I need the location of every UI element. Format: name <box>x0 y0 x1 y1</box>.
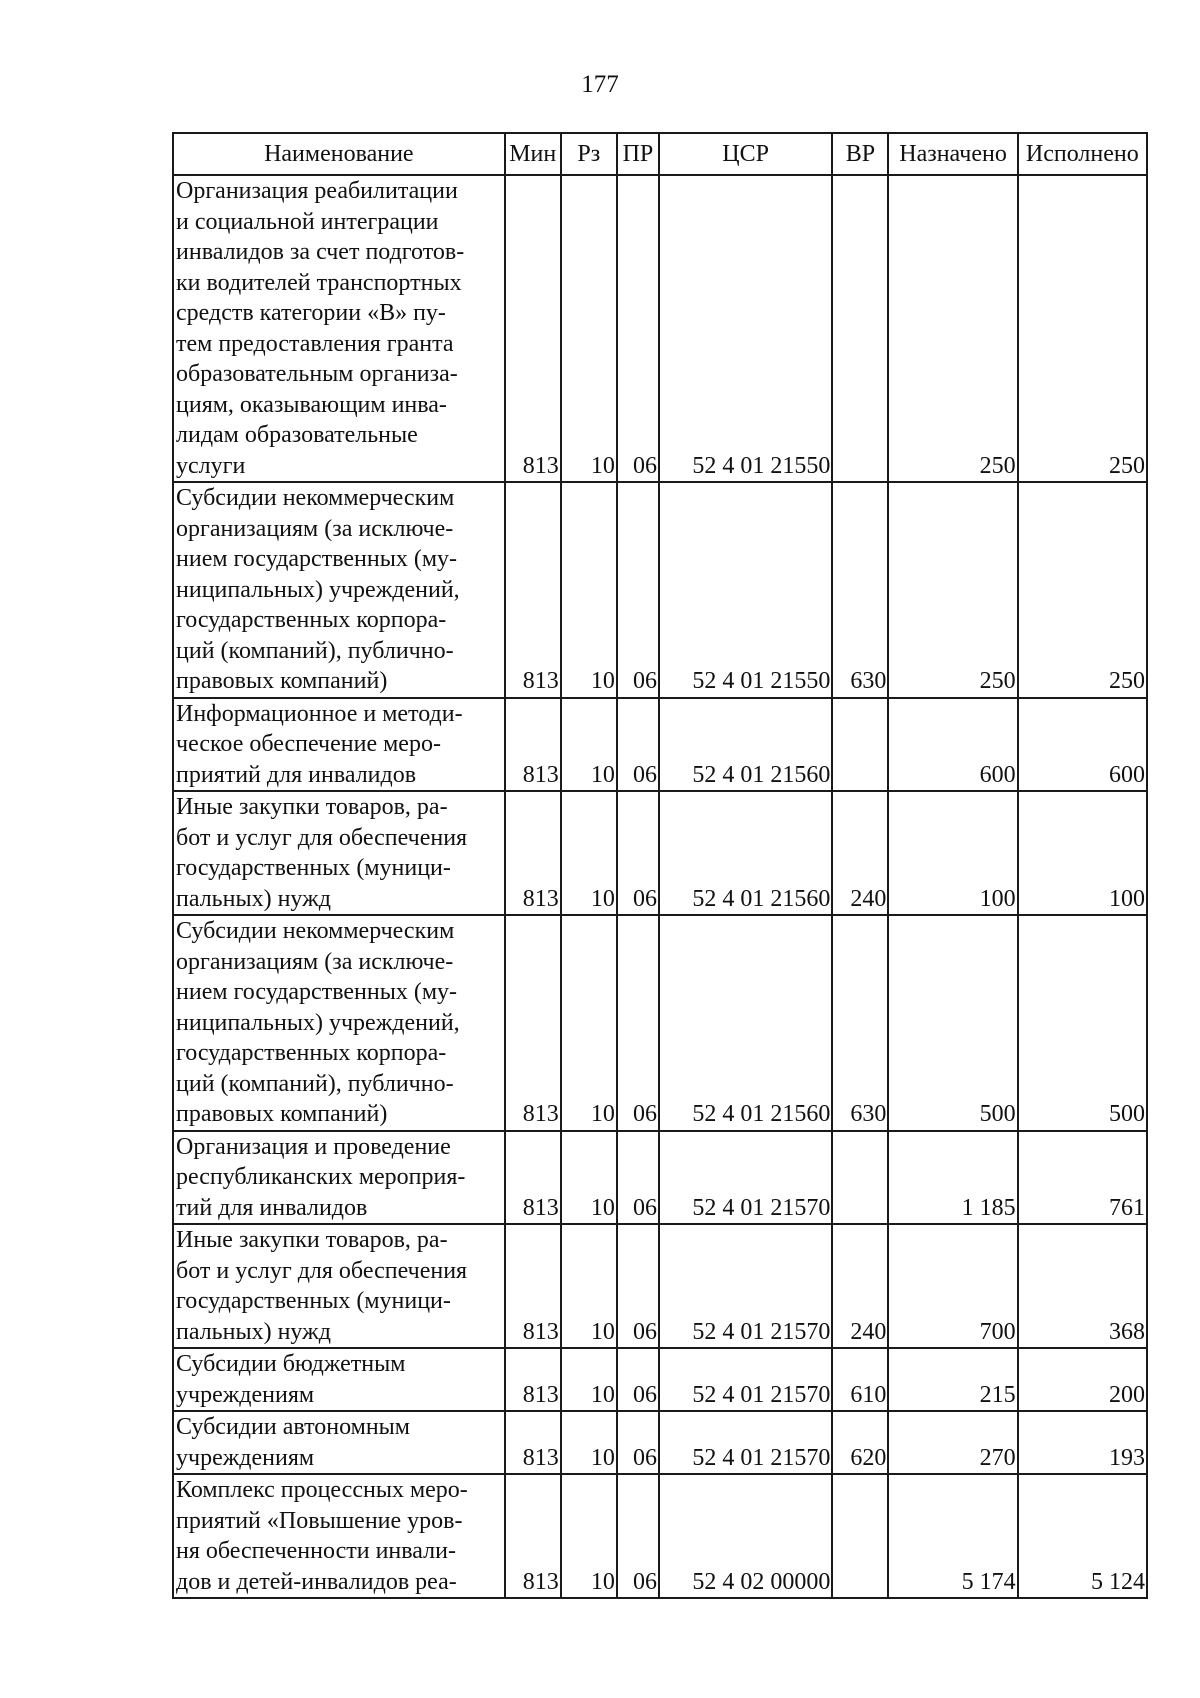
name-line: и социальной интеграции <box>176 208 439 235</box>
name-line: республиканских мероприя- <box>176 1164 466 1190</box>
cell-name <box>173 1131 505 1225</box>
cell-csr: 52 4 01 21550 <box>659 175 832 482</box>
cell-pr: 06 <box>617 698 659 792</box>
name-line: Субсидии бюджетным <box>176 1351 406 1377</box>
cell-rz: 10 <box>561 482 617 698</box>
cell-vr: 630 <box>832 482 888 698</box>
cell-name <box>173 1411 505 1474</box>
page-number: 177 <box>581 71 619 98</box>
table-row <box>173 1411 1147 1474</box>
name-line: средств категории «В» пу- <box>176 300 446 326</box>
cell-min: 813 <box>505 698 561 792</box>
cell-pr: 06 <box>617 482 659 698</box>
cell-name <box>173 1224 505 1348</box>
cell-rz: 10 <box>561 1411 617 1474</box>
header-vr: ВР <box>832 133 888 175</box>
name-line: нием государственных (му- <box>176 979 458 1005</box>
cell-min: 813 <box>505 915 561 1131</box>
header-assigned: Назначено <box>888 133 1017 175</box>
name-line: государственных (муници- <box>176 855 451 881</box>
header-pr: ПР <box>617 133 659 175</box>
name-line: ческое обеспечение меро- <box>176 731 441 757</box>
cell-csr: 52 4 01 21560 <box>659 915 832 1131</box>
name-line: бот и услуг для обеспечения <box>176 1257 468 1284</box>
name-line: образовательным организа- <box>176 361 458 387</box>
cell-rz: 10 <box>561 698 617 792</box>
cell-vr <box>832 1131 888 1225</box>
name-line: нием государственных (му- <box>176 546 458 572</box>
cell-assigned: 270 <box>888 1411 1017 1474</box>
cell-vr: 240 <box>832 791 888 915</box>
name-line: учреждениям <box>176 1444 315 1471</box>
name-line: приятий для инвалидов <box>176 761 417 788</box>
cell-rz: 10 <box>561 1131 617 1225</box>
name-line: циям, оказывающим инва- <box>176 391 447 418</box>
cell-executed: 193 <box>1018 1411 1147 1474</box>
name-line: Организация и проведение <box>176 1133 451 1160</box>
cell-csr: 52 4 01 21560 <box>659 698 832 792</box>
cell-pr: 06 <box>617 1131 659 1225</box>
cell-rz: 10 <box>561 1474 617 1598</box>
cell-executed: 5 124 <box>1018 1474 1147 1598</box>
cell-assigned: 600 <box>888 698 1017 792</box>
name-line: ня обеспеченности инвали- <box>176 1538 456 1564</box>
cell-executed: 600 <box>1018 698 1147 792</box>
table-row <box>173 1348 1147 1411</box>
name-line: ниципальных) учреждений, <box>176 1009 460 1036</box>
cell-vr: 610 <box>832 1348 888 1411</box>
cell-min: 813 <box>505 175 561 482</box>
cell-csr: 52 4 01 21550 <box>659 482 832 698</box>
cell-rz: 10 <box>561 791 617 915</box>
table-row <box>173 791 1147 915</box>
name-line: государственных корпора- <box>176 607 447 633</box>
name-line: Информационное и методи- <box>176 700 463 727</box>
name-line: инвалидов за счет подготов- <box>176 239 465 265</box>
table-row <box>173 175 1147 482</box>
cell-rz: 10 <box>561 175 617 482</box>
cell-csr: 52 4 01 21570 <box>659 1224 832 1348</box>
name-line: ки водителей транспортных <box>176 269 462 296</box>
table-row <box>173 482 1147 698</box>
header-executed: Исполнено <box>1018 133 1147 175</box>
name-line: услуги <box>176 452 246 479</box>
cell-executed: 200 <box>1018 1348 1147 1411</box>
cell-executed: 761 <box>1018 1131 1147 1225</box>
name-line: ций (компаний), публично- <box>176 1070 454 1097</box>
cell-assigned: 500 <box>888 915 1017 1131</box>
cell-vr <box>832 1474 888 1598</box>
name-line: Организация реабилитации <box>176 178 458 204</box>
cell-assigned: 100 <box>888 791 1017 915</box>
cell-csr: 52 4 01 21570 <box>659 1411 832 1474</box>
name-line: организациям (за исключе- <box>176 515 454 542</box>
cell-min: 813 <box>505 1411 561 1474</box>
cell-csr: 52 4 01 21560 <box>659 791 832 915</box>
cell-rz: 10 <box>561 1348 617 1411</box>
name-line: Субсидии некоммерческим <box>176 918 455 944</box>
name-line: бот и услуг для обеспечения <box>176 824 468 851</box>
cell-pr: 06 <box>617 1411 659 1474</box>
cell-pr: 06 <box>617 915 659 1131</box>
cell-min: 813 <box>505 791 561 915</box>
cell-assigned: 215 <box>888 1348 1017 1411</box>
name-line: Иные закупки товаров, ра- <box>176 1227 448 1253</box>
cell-name <box>173 1348 505 1411</box>
header-min: Мин <box>505 133 561 175</box>
cell-assigned: 700 <box>888 1224 1017 1348</box>
name-line: лидам образовательные <box>176 422 418 448</box>
cell-assigned: 5 174 <box>888 1474 1017 1598</box>
cell-pr: 06 <box>617 1348 659 1411</box>
name-line: Иные закупки товаров, ра- <box>176 794 448 820</box>
name-line: государственных (муници- <box>176 1288 451 1314</box>
table-row <box>173 915 1147 1131</box>
name-line: учреждениям <box>176 1381 315 1408</box>
table-row <box>173 698 1147 792</box>
budget-table <box>172 132 1148 1599</box>
cell-executed: 250 <box>1018 482 1147 698</box>
header-name: Наименование <box>173 133 505 175</box>
cell-executed: 250 <box>1018 175 1147 482</box>
name-line: ниципальных) учреждений, <box>176 576 460 603</box>
cell-csr: 52 4 01 21570 <box>659 1131 832 1225</box>
name-line: организациям (за исключе- <box>176 948 454 975</box>
cell-min: 813 <box>505 1348 561 1411</box>
cell-name <box>173 1474 505 1598</box>
table-row <box>173 1474 1147 1598</box>
cell-executed: 100 <box>1018 791 1147 915</box>
name-line: тем предоставления гранта <box>176 330 454 357</box>
name-line: пальных) нужд <box>176 1318 331 1345</box>
name-line: пальных) нужд <box>176 885 331 912</box>
cell-min: 813 <box>505 482 561 698</box>
cell-min: 813 <box>505 1131 561 1225</box>
table-row <box>173 1131 1147 1225</box>
cell-pr: 06 <box>617 791 659 915</box>
name-line: правовых компаний) <box>176 668 388 694</box>
cell-name <box>173 175 505 482</box>
name-line: Субсидии некоммерческим <box>176 485 455 511</box>
cell-pr: 06 <box>617 1474 659 1598</box>
header-csr: ЦСР <box>659 133 832 175</box>
name-line: правовых компаний) <box>176 1101 388 1127</box>
cell-name <box>173 482 505 698</box>
cell-assigned: 1 185 <box>888 1131 1017 1225</box>
cell-pr: 06 <box>617 175 659 482</box>
name-line: Субсидии автономным <box>176 1414 410 1440</box>
name-line: дов и детей-инвалидов реа- <box>176 1568 457 1595</box>
cell-name <box>173 791 505 915</box>
cell-vr <box>832 175 888 482</box>
cell-min: 813 <box>505 1224 561 1348</box>
cell-executed: 500 <box>1018 915 1147 1131</box>
cell-min: 813 <box>505 1474 561 1598</box>
cell-csr: 52 4 01 21570 <box>659 1348 832 1411</box>
cell-vr: 240 <box>832 1224 888 1348</box>
cell-pr: 06 <box>617 1224 659 1348</box>
cell-assigned: 250 <box>888 482 1017 698</box>
table-row <box>173 1224 1147 1348</box>
cell-assigned: 250 <box>888 175 1017 482</box>
cell-vr <box>832 698 888 792</box>
header-rz: Рз <box>561 133 617 175</box>
cell-rz: 10 <box>561 1224 617 1348</box>
cell-vr: 620 <box>832 1411 888 1474</box>
name-line: государственных корпора- <box>176 1040 447 1066</box>
name-line: тий для инвалидов <box>176 1194 368 1221</box>
name-line: приятий «Повышение уров- <box>176 1507 463 1534</box>
name-line: ций (компаний), публично- <box>176 637 454 664</box>
header-row <box>173 133 1147 175</box>
table-body <box>173 175 1147 1598</box>
cell-vr: 630 <box>832 915 888 1131</box>
name-line: Комплекс процессных меро- <box>176 1477 468 1503</box>
cell-executed: 368 <box>1018 1224 1147 1348</box>
cell-name <box>173 698 505 792</box>
cell-csr: 52 4 02 00000 <box>659 1474 832 1598</box>
cell-name <box>173 915 505 1131</box>
cell-rz: 10 <box>561 915 617 1131</box>
